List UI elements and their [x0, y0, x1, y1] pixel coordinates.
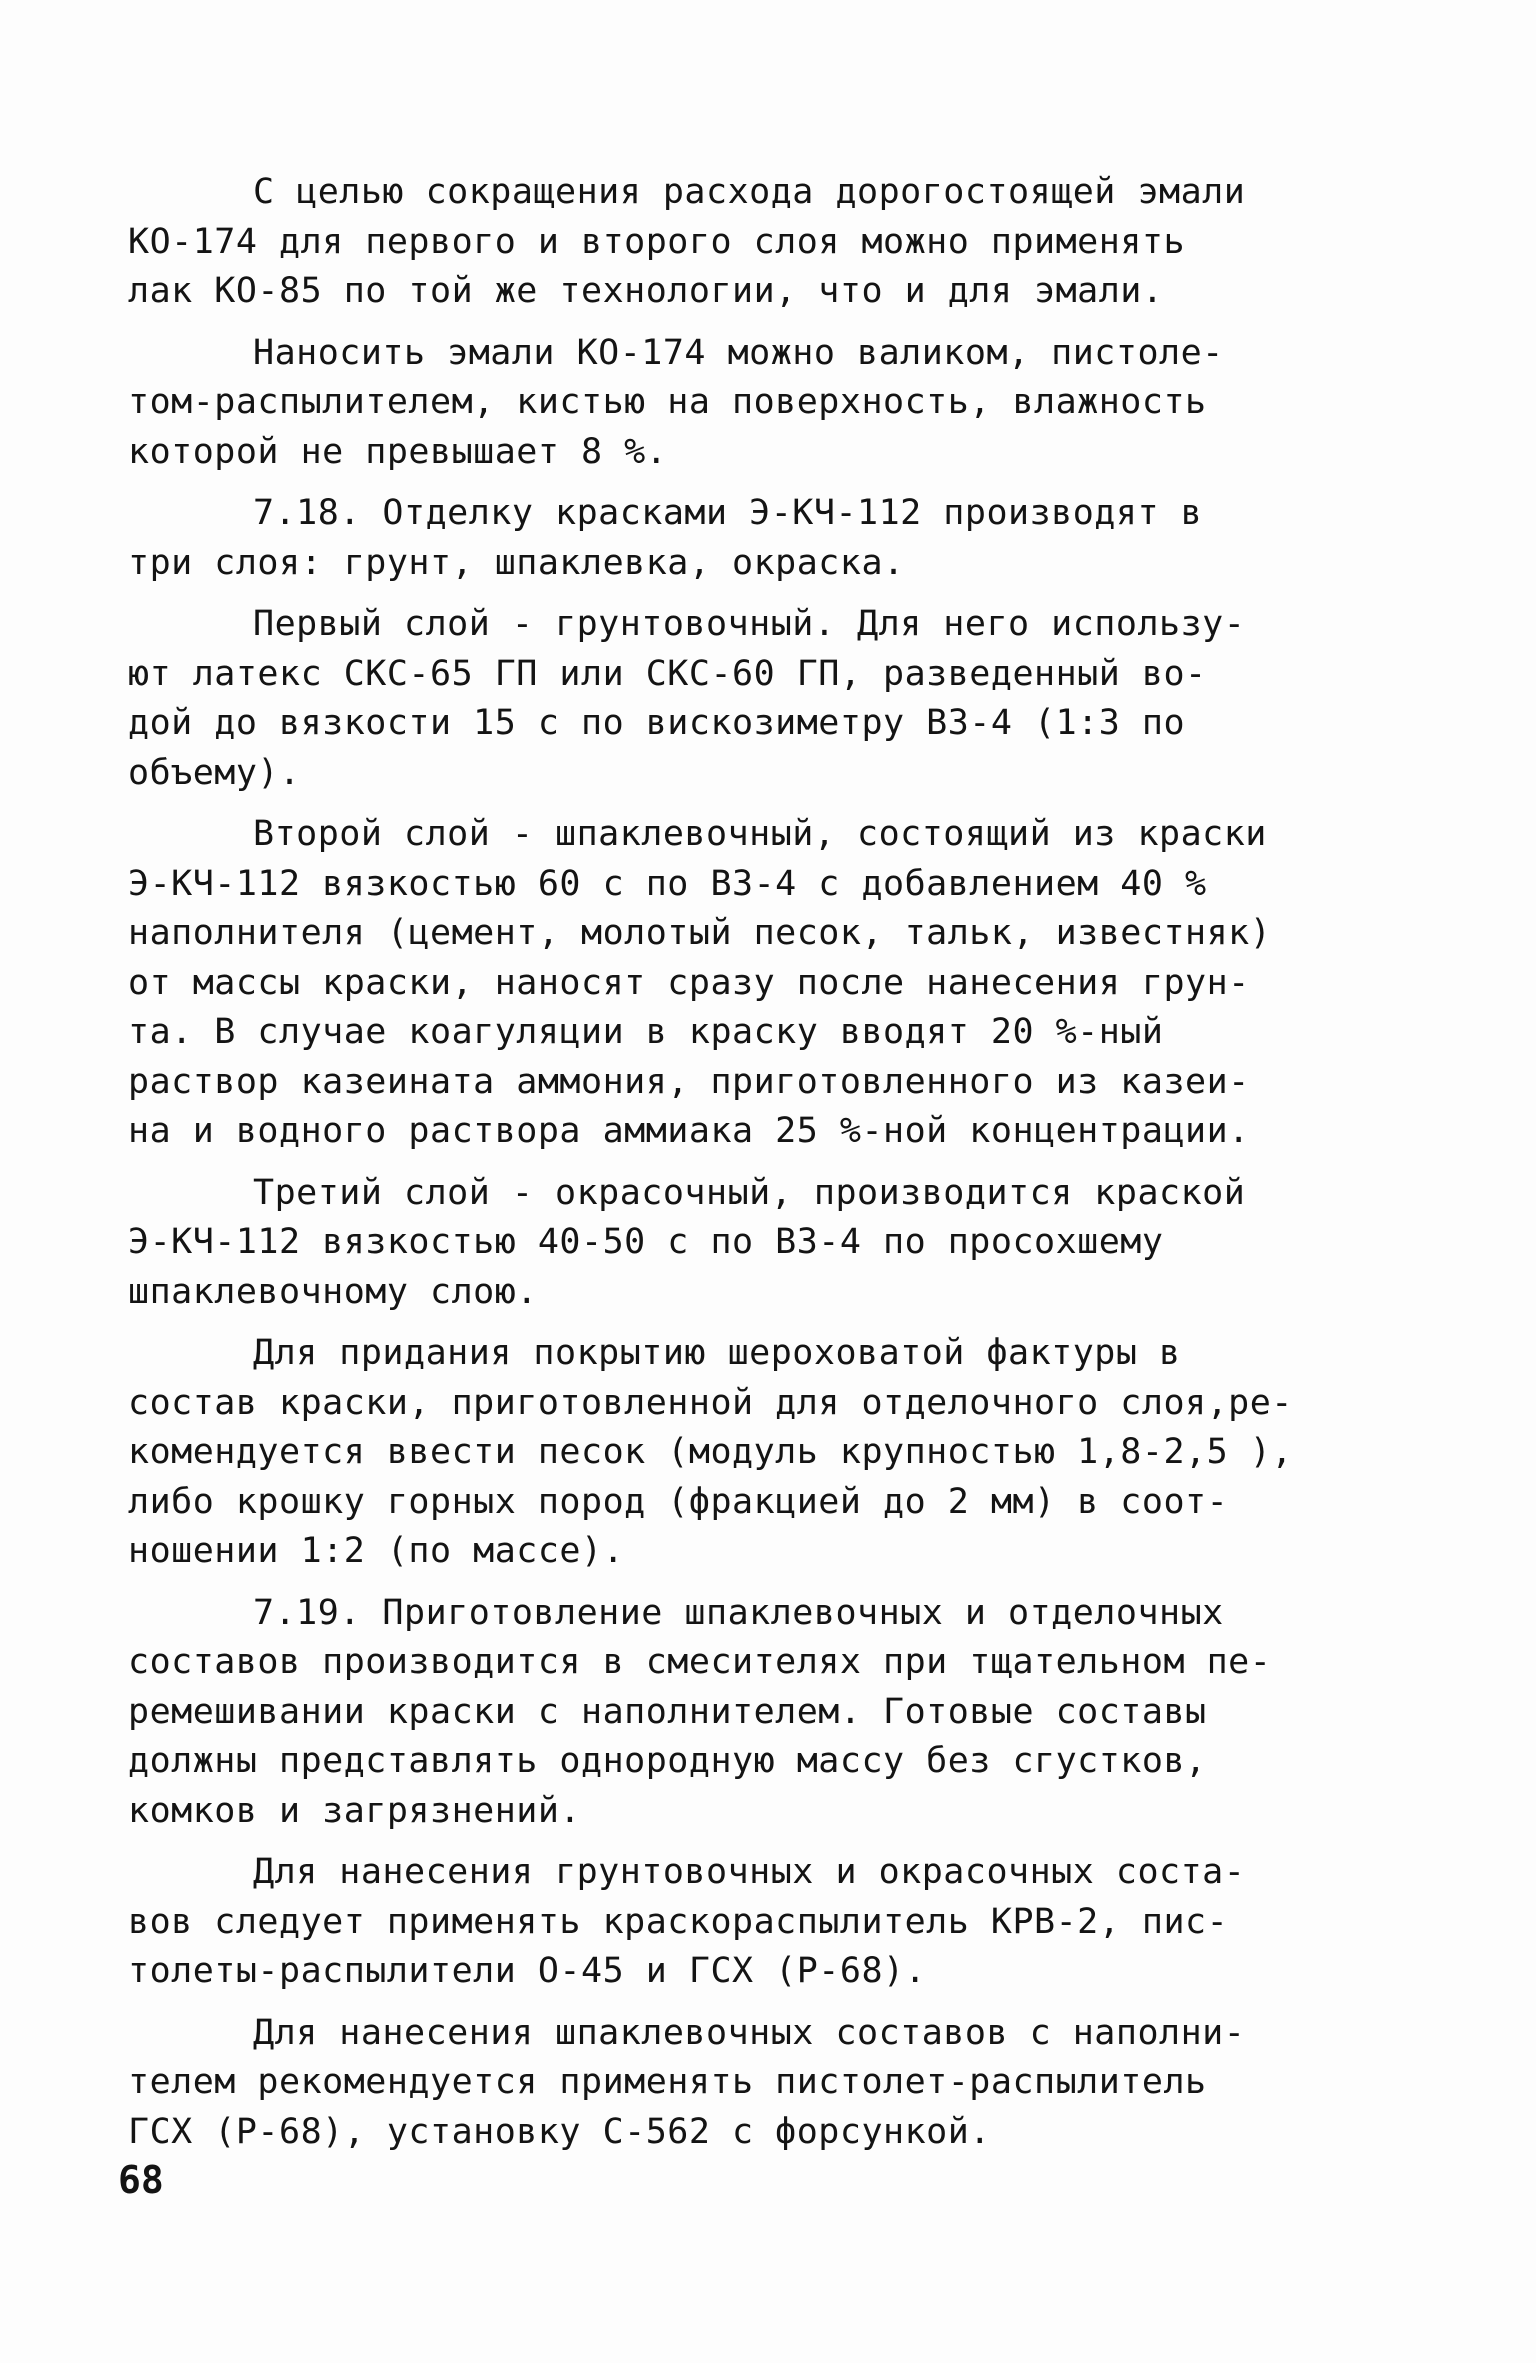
text-line: на и водного раствора аммиака 25 %-ной концентрации.	[128, 1111, 1250, 1151]
text-line: С целью сокращения расхода дорогостоящей эмали	[253, 172, 1246, 212]
text-line: Наносить эмали КО-174 можно валиком, пистоле-	[253, 332, 1224, 373]
text-line: та. В случае коагуляции в краску вводят 20 %-ный	[128, 1012, 1164, 1052]
text-line: ремешивании краски с наполнителем. Готовые составы	[128, 1691, 1207, 1732]
text-line: объему).	[128, 752, 301, 793]
page-number: 68	[118, 2158, 164, 2202]
text-line: наполнителя (цемент, молотый песок, тальк, известняк)	[128, 913, 1272, 953]
text-line: раствор казеината аммония, приготовленного из казеи-	[128, 1061, 1250, 1102]
text-line: толеты-распылители О-45 и ГСХ (Р-68).	[128, 1951, 927, 1991]
text-line: лак КО-85 по той же технологии, что и для эмали.	[128, 271, 1164, 311]
paragraph	[128, 1329, 1428, 1577]
text-line: ют латекс СКС-65 ГП или СКС-60 ГП, разведенный во-	[128, 653, 1207, 694]
text-line: вов следует применять краскораспылитель КРВ-2, пис-	[128, 1901, 1229, 1942]
paragraph	[128, 1589, 1428, 1837]
text-line: шпаклевочному слою.	[128, 1271, 538, 1312]
text-line: составов производится в смесителях при тщательном пе-	[128, 1642, 1272, 1682]
body-text	[128, 168, 1428, 2157]
text-line: ГСХ (Р-68), установку С-562 с форсункой.	[128, 2111, 991, 2152]
text-line: состав краски, приготовленной для отделочного слоя,ре-	[128, 1382, 1293, 1423]
text-line: Первый слой - грунтовочный. Для него использу-	[253, 604, 1246, 644]
text-line: Второй слой - шпаклевочный, состоящий из краски	[253, 814, 1267, 854]
text-line: дой до вязкости 15 с по вискозиметру ВЗ-4 (1:3 по	[128, 703, 1186, 743]
text-line: Для нанесения шпаклевочных составов с наполни-	[253, 2012, 1246, 2053]
paragraph	[128, 600, 1428, 798]
text-line: 7.18. Отделку красками Э-КЧ-112 производят в	[253, 493, 1203, 533]
text-line: от массы краски, наносят сразу после нанесения грун-	[128, 962, 1250, 1003]
paragraph	[128, 1848, 1428, 1997]
paragraph	[128, 329, 1428, 478]
paragraph	[128, 1169, 1428, 1318]
text-line: ношении 1:2 (по массе).	[128, 1531, 625, 1571]
text-line: Э-КЧ-112 вязкостью 40-50 с по ВЗ-4 по просохшему	[128, 1222, 1164, 1262]
text-line: Э-КЧ-112 вязкостью 60 с по ВЗ-4 с добавлением 40 %	[128, 863, 1207, 904]
text-line: комков и загрязнений.	[128, 1790, 582, 1831]
text-line: должны представлять однородную массу без сгустков,	[128, 1741, 1207, 1781]
text-line: Третий слой - окрасочный, производится краской	[253, 1172, 1246, 1213]
text-line: либо крошку горных пород (фракцией до 2 мм) в соот-	[128, 1481, 1229, 1522]
paragraph	[128, 168, 1428, 317]
text-line: комендуется ввести песок (модуль крупностью 1,8-2,5 ),	[128, 1432, 1293, 1472]
text-line: Для придания покрытию шероховатой фактуры в	[253, 1333, 1181, 1373]
paragraph	[128, 810, 1428, 1157]
text-line: три слоя: грунт, шпаклевка, окраска.	[128, 542, 905, 583]
text-line: том-распылителем, кистью на поверхность, влажность	[128, 382, 1207, 422]
text-line: КО-174 для первого и второго слоя можно применять	[128, 221, 1186, 262]
text-line: которой не превышает 8 %.	[128, 431, 668, 472]
text-line: 7.19. Приготовление шпаклевочных и отделочных	[253, 1592, 1224, 1633]
paragraph	[128, 489, 1428, 588]
text-line: Для нанесения грунтовочных и окрасочных соста-	[253, 1852, 1246, 1892]
paragraph	[128, 2009, 1428, 2158]
text-line: телем рекомендуется применять пистолет-распылитель	[128, 2062, 1207, 2102]
